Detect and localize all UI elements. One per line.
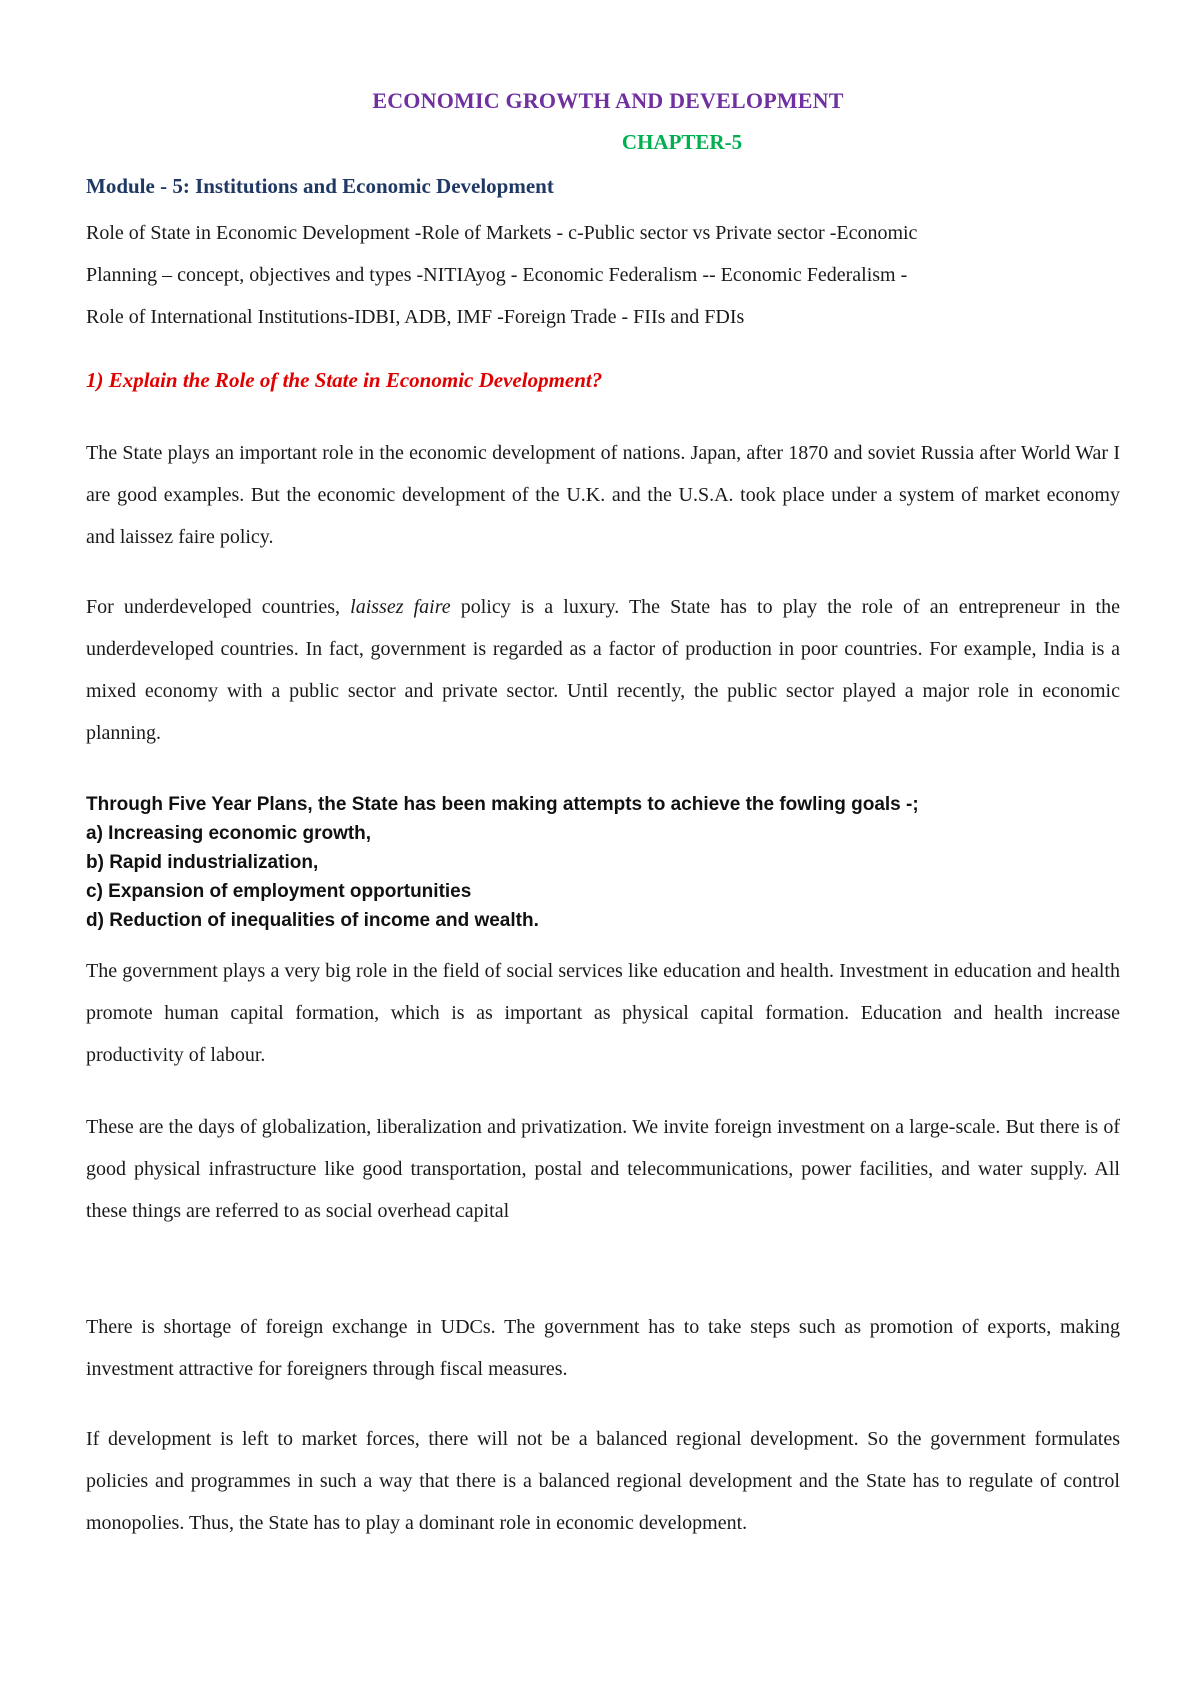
paragraph-text: policy is a luxury. The State has to play the role of an entrepreneur in the underdeveloped countries. In fact, government is regarded as a factor of production in poor countries. For example, India is a mixed economy with a public sector and private sector. Until recently, the public sector played a major role in economic planning. bbox=[86, 596, 1120, 744]
paragraph-globalization: These are the days of globalization, liberalization and privatization. We invite foreign investment on a large-scale. But there is of good physical infrastructure like good transportation, postal and telecommunications, power facilities, and water supply. All these things are referred to as social overhead capital bbox=[86, 1116, 1120, 1222]
question-heading: 1) Explain the Role of the State in Economic Development? bbox=[86, 368, 603, 392]
italic-term: laissez faire bbox=[350, 596, 451, 618]
paragraph-social-services: The government plays a very big role in the field of social services like education and health. Investment in education and health promote human capital formation, which is as important as physical capital formation. Education and health increase productivity of labour. bbox=[86, 960, 1120, 1066]
chapter-label bbox=[0, 130, 1200, 155]
syllabus-line: Planning – concept, objectives and types -NITIAyog - Economic Federalism -- Economic Federalism - bbox=[86, 264, 908, 286]
module-heading: Module - 5: Institutions and Economic Development bbox=[86, 174, 554, 198]
paragraph-state-role: The State plays an important role in the economic development of nations. Japan, after 1870 and soviet Russia after World War I are good examples. But the economic development of the U.K. and the U.S.A. took place under a system of market economy and laissez faire policy. bbox=[86, 442, 1120, 548]
goal-item: b) Rapid industrialization, bbox=[86, 852, 319, 873]
paragraph-underdeveloped bbox=[86, 586, 1120, 754]
chapter-label-text: CHAPTER-5 bbox=[621, 130, 743, 154]
goal-item: c) Expansion of employment opportunities bbox=[86, 881, 472, 902]
goal-item: a) Increasing economic growth, bbox=[86, 823, 372, 844]
goals-intro: Through Five Year Plans, the State has been making attempts to achieve the fowling goals -; bbox=[86, 794, 919, 815]
goal-item: d) Reduction of inequalities of income and wealth. bbox=[86, 910, 539, 931]
paragraph-regional-development: If development is left to market forces, there will not be a balanced regional development. So the government formulates policies and programmes in such a way that there is a balanced regional development and the State has to regulate of control monopolies. Thus, the State has to play a dominant role in economic development. bbox=[86, 1428, 1120, 1534]
document-title-text: ECONOMIC GROWTH AND DEVELOPMENT bbox=[372, 88, 844, 113]
module-syllabus bbox=[86, 212, 1120, 338]
syllabus-line: Role of International Institutions-IDBI, ADB, IMF -Foreign Trade - FIIs and FDIs bbox=[86, 306, 745, 328]
paragraph-foreign-exchange: There is shortage of foreign exchange in UDCs. The government has to take steps such as promotion of exports, making investment attractive for foreigners through fiscal measures. bbox=[86, 1316, 1120, 1380]
syllabus-line: Role of State in Economic Development -Role of Markets - c-Public sector vs Private sector -Economic bbox=[86, 222, 918, 244]
five-year-plan-goals bbox=[86, 790, 1120, 935]
paragraph-text: For underdeveloped countries, bbox=[86, 596, 351, 618]
document-title bbox=[0, 88, 1200, 114]
